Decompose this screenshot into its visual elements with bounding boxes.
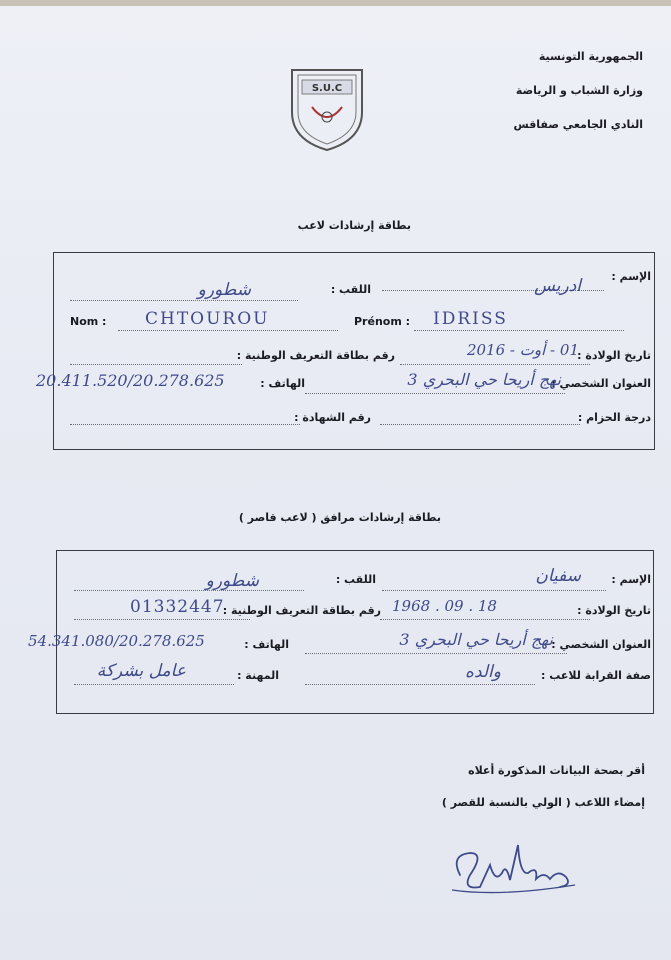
guardian-name-label: الإسم : [611, 573, 651, 586]
declaration-text: أقر بصحة البيانات المذكورة أعلاه [468, 764, 645, 777]
header-club: النادي الجامعي صفاقس [513, 118, 643, 131]
player-prenom-label: Prénom : [354, 315, 411, 328]
club-logo [282, 62, 372, 154]
player-phone-label: الهاتف : [260, 377, 305, 390]
player-nom-label: Nom : [70, 315, 107, 328]
guardian-address-value: نهج أريحا حي البحري 3 [399, 630, 553, 649]
player-birth-value: 01 - أوت - 2016 [466, 341, 579, 359]
guardian-surname-line [74, 590, 304, 591]
guardian-name-value: سفيان [535, 566, 581, 586]
header-country: الجمهورية التونسية [538, 50, 643, 63]
guardian-job-label: المهنة : [237, 669, 279, 682]
player-cert-label: رقم الشهادة : [294, 411, 371, 424]
logo-text: S.U.C [311, 83, 343, 94]
player-nom-line [118, 330, 338, 331]
player-surname-value: شطورو [197, 280, 251, 300]
guardian-job-line [74, 684, 234, 685]
guardian-address-label: العنوان الشخصي : [551, 638, 651, 651]
player-surname-label: اللقب : [330, 283, 371, 296]
player-birth-line [400, 364, 590, 365]
guardian-relation-label: صفة القرابة للاعب : [541, 669, 651, 682]
player-phone-value: 20.411.520/20.278.625 [36, 371, 225, 390]
guardian-phone-value: 54.341.080/20.278.625 [28, 632, 205, 650]
player-name-value: ادريس [534, 276, 581, 296]
player-name-label: الإسم : [611, 270, 651, 283]
player-card-title: بطاقة إرشادات لاعب [297, 219, 411, 232]
player-address-label: العنوان الشخصي : [551, 377, 651, 390]
guardian-job-value: عامل بشركة [96, 661, 186, 681]
signature-label: إمضاء اللاعب ( الولي بالنسبة للقصر ) [441, 796, 645, 809]
player-id-label: رقم بطاقة التعريف الوطنية : [236, 349, 395, 362]
header-ministry: وزارة الشباب و الرياضة [515, 84, 643, 97]
player-prenom-line [414, 330, 624, 331]
guardian-phone-label: الهاتف : [244, 638, 289, 651]
player-address-value: نهج أريحا حي البحري 3 [407, 370, 561, 389]
player-address-line [305, 393, 565, 394]
player-belt-line [380, 424, 580, 425]
player-prenom-value: IDRISS [433, 309, 508, 329]
signature-mark [440, 835, 590, 905]
player-birth-label: تاريخ الولادة : [577, 349, 651, 362]
guardian-name-line [382, 590, 606, 591]
player-belt-label: درجة الحزام : [577, 411, 651, 424]
player-nom-value: CHTOUROU [145, 309, 270, 329]
guardian-birth-line [380, 619, 590, 620]
guardian-id-line [74, 619, 250, 620]
guardian-address-line [305, 653, 567, 654]
guardian-card-title: بطاقة إرشادات مرافق ( لاعب قاصر ) [238, 511, 441, 524]
player-cert-line [70, 424, 300, 425]
guardian-relation-line [305, 684, 535, 685]
guardian-relation-value: والده [465, 662, 501, 682]
player-surname-line [70, 300, 298, 301]
player-id-line [70, 364, 242, 365]
guardian-birth-label: تاريخ الولادة : [577, 604, 651, 617]
guardian-surname-label: اللقب : [335, 573, 376, 586]
paper-edge [0, 0, 671, 6]
guardian-id-label: رقم بطاقة التعريف الوطنية : [222, 604, 381, 617]
guardian-birth-value: 1968 . 09 . 18 [392, 597, 497, 615]
guardian-id-value: 01332447 [130, 597, 225, 617]
guardian-surname-value: شطورو [205, 571, 259, 591]
